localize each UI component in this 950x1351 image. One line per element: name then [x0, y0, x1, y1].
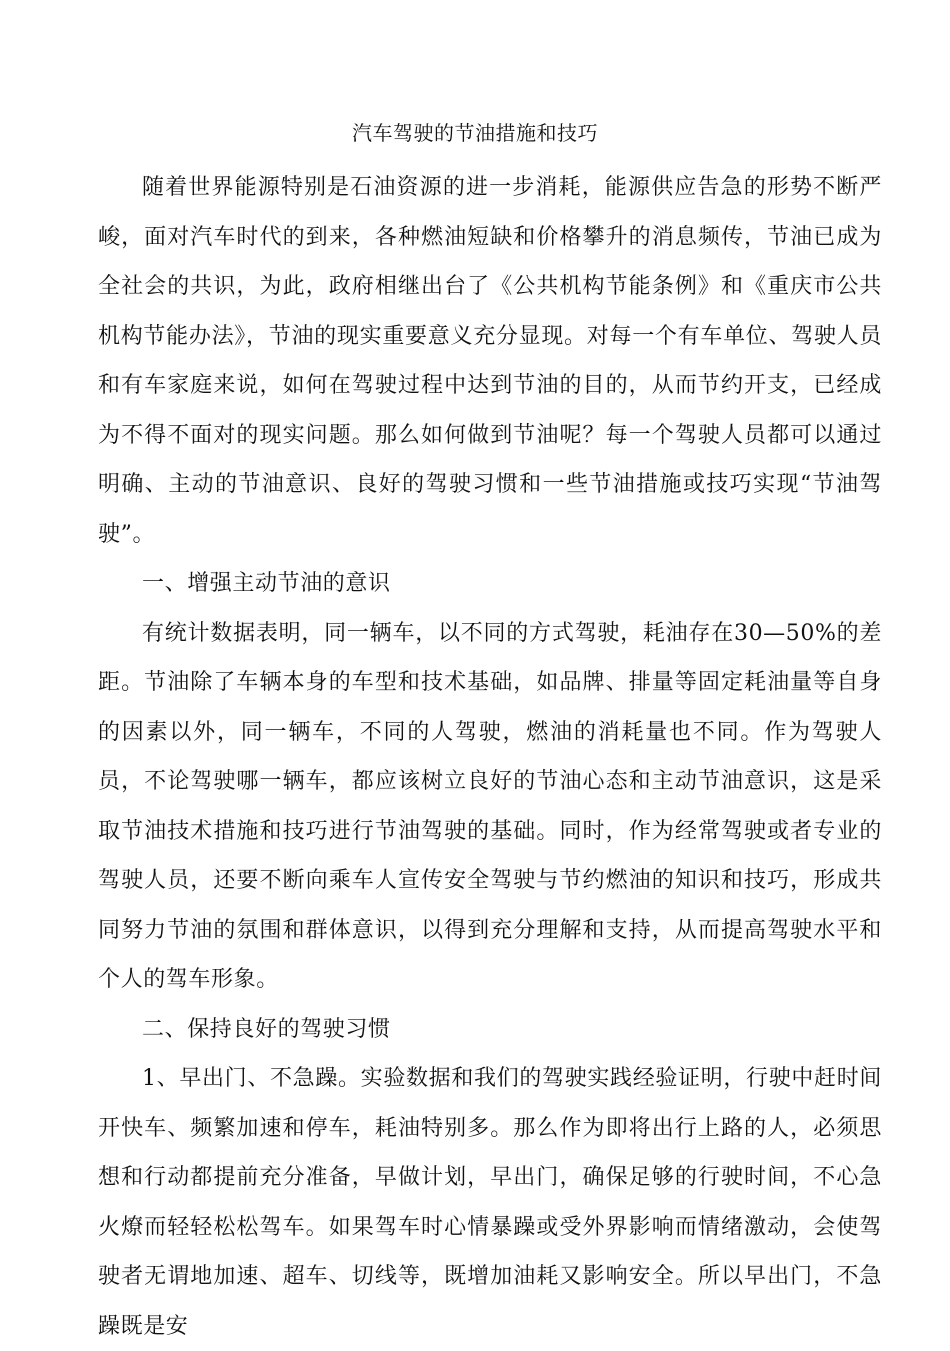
section-heading-1: 一、增强主动节油的意识 — [142, 571, 391, 596]
section-heading-2: 二、保持良好的驾驶习惯 — [142, 1016, 391, 1042]
paragraph-section-1: 有统计数据表明，同一辆车，以不同的方式驾驶，耗油存在30—50%的差距。节油除了车辆本身的车型和技术基础，如品牌、排量等固定耗油量等自身的因素以外，同一辆车，不同的人驾驶，燃油的消耗量也不同。作为驾驶人员，不论驾驶哪一辆车，都应该树立良好的节油心态和主动节油意识，这是采取节油技术措施和技巧进行节油驾驶的基础。同时，作为经常驾驶或者专业的驾驶人员，还要不断向乘车人宣传安全驾驶与节约燃油的知识和技巧，形成共同努力节油的氛围和群体意识，以得到充分理解和支持，从而提高驾驶水平和个人的驾车形象。 — [98, 620, 882, 992]
document-title: 汽车驾驶的节油措施和技巧 — [352, 121, 598, 145]
document-body — [98, 163, 882, 1351]
paragraph-section-2-item-1: 1、早出门、不急躁。实验数据和我们的驾驶实践经验证明，行驶中赶时间开快车、频繁加速和停车，耗油特别多。那么作为即将出行上路的人，必须思想和行动都提前充分准备，早做计划，早出门，确保足够的行驶时间，不心急火燎而轻轻松松驾车。如果驾车时心情暴躁或受外界影响而情绪激动，会使驾驶者无谓地加速、超车、切线等，既增加油耗又影响安全。所以早出门，不急躁既是安 — [98, 1066, 882, 1339]
paragraph-intro: 随着世界能源特别是石油资源的进一步消耗，能源供应告急的形势不断严峻，面对汽车时代的到来，各种燃油短缺和价格攀升的消息频传，节油已成为全社会的共识，为此，政府相继出台了《公共机构节能条例》和《重庆市公共机构节能办法》，节油的现实重要意义充分显现。对每一个有车单位、驾驶人员和有车家庭来说，如何在驾驶过程中达到节油的目的，从而节约开支，已经成为不得不面对的现实问题。那么如何做到节油呢？每一个驾驶人员都可以通过明确、主动的节油意识、良好的驾驶习惯和一些节油措施或技巧实现“节油驾驶”。 — [98, 175, 882, 547]
